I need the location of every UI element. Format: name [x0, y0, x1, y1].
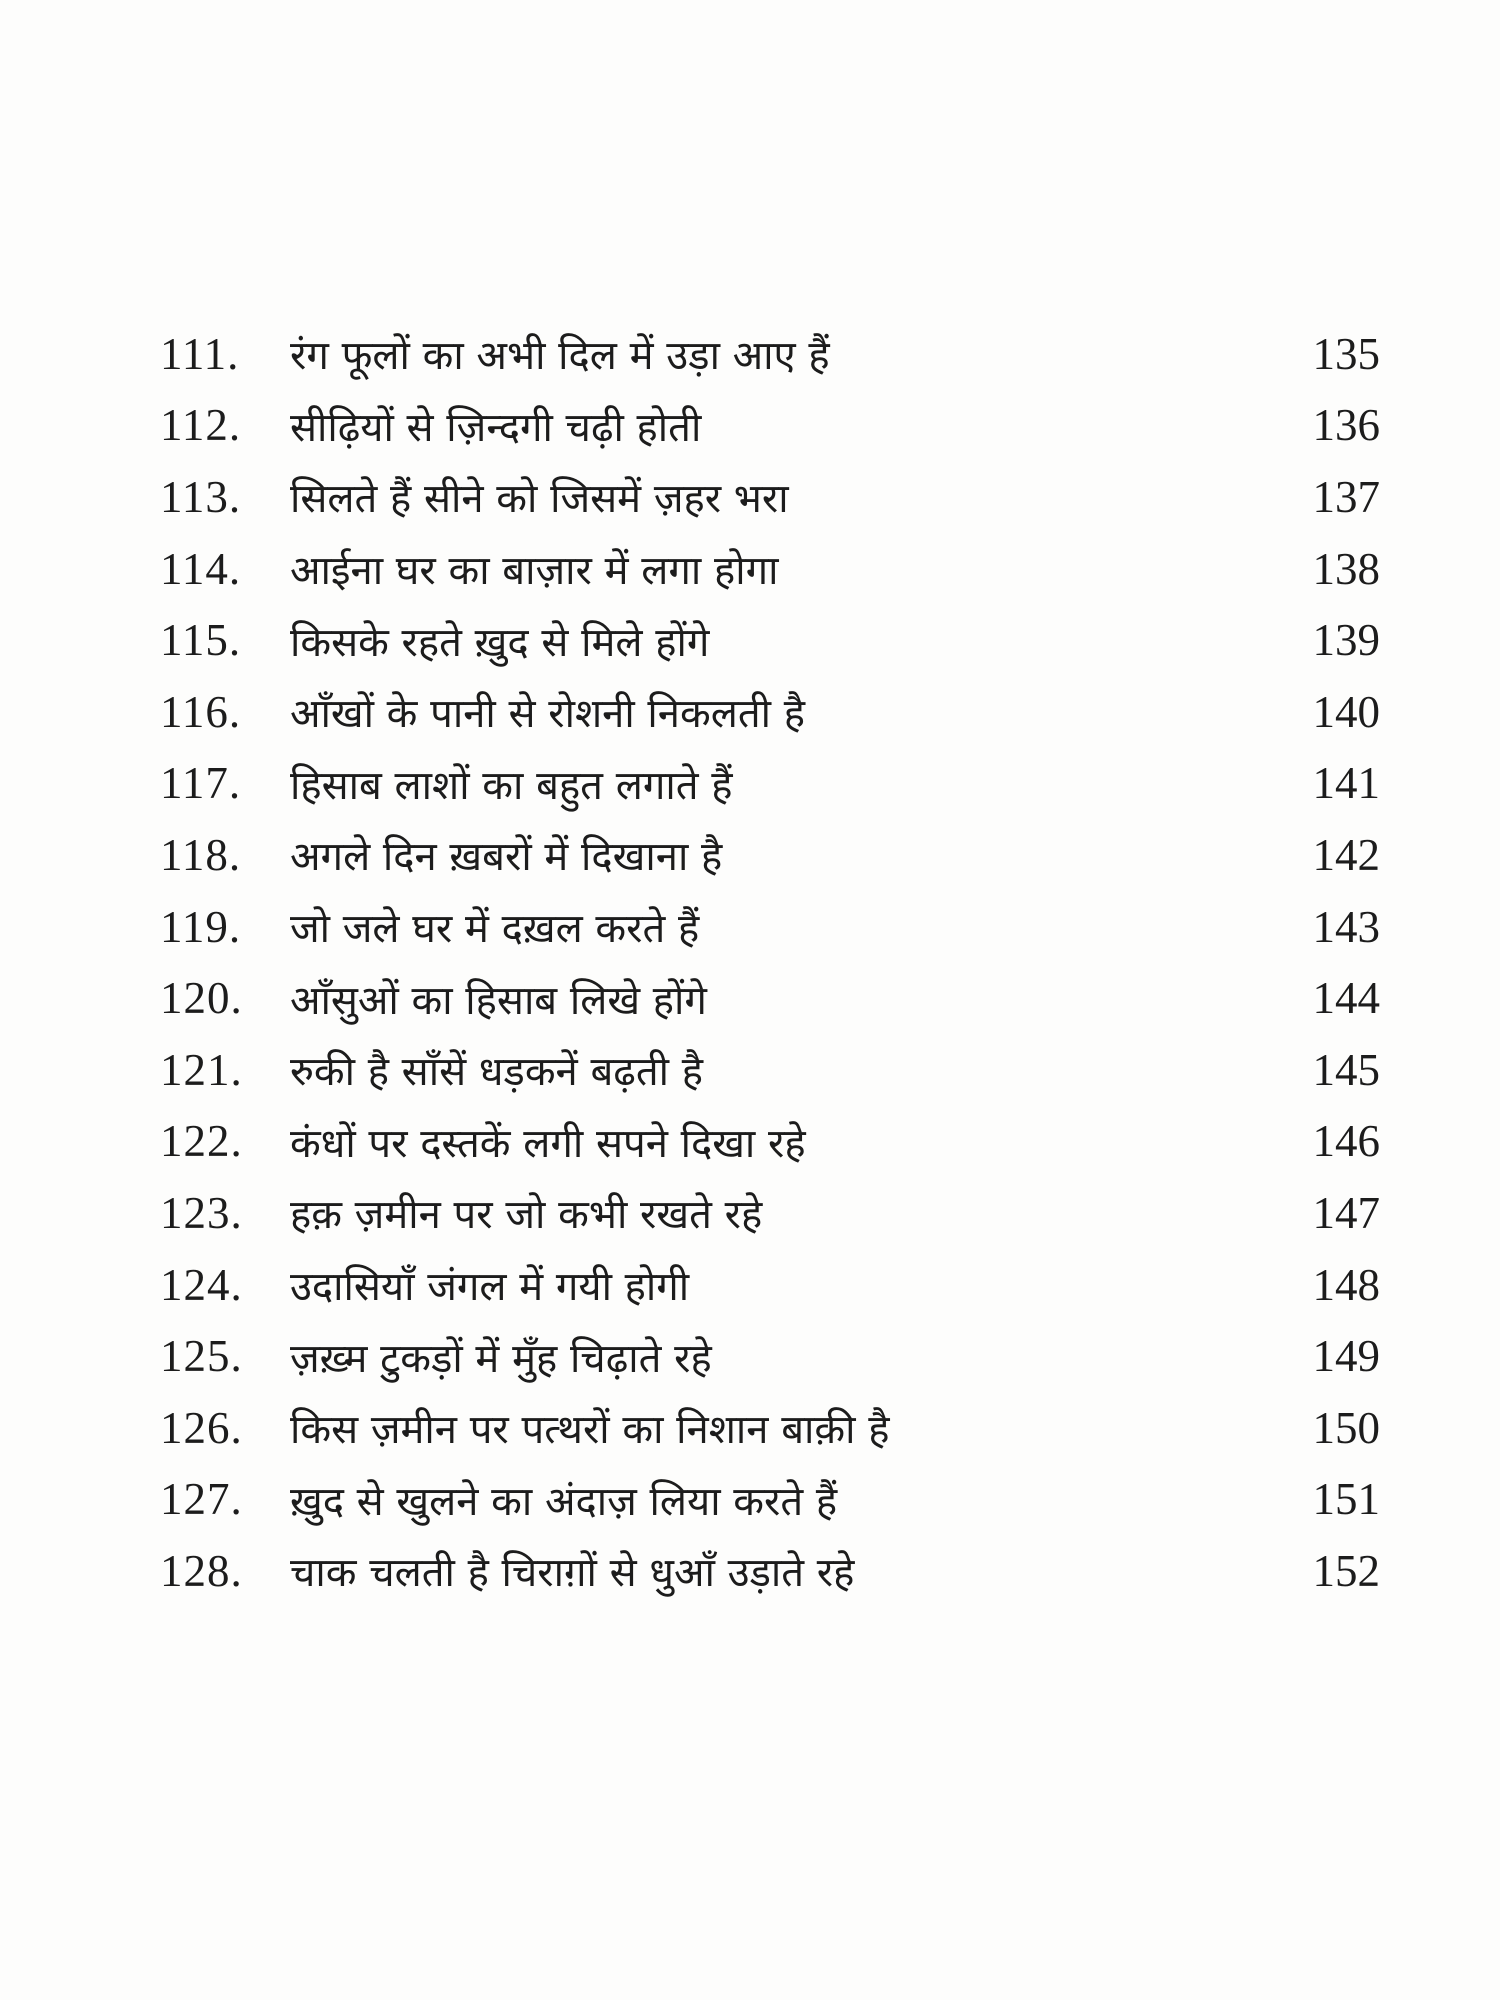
entry-title: आँखों के पानी से रोशनी निकलती है — [290, 691, 805, 738]
entry-number: 125. — [160, 1331, 243, 1382]
entry-title: हक़ ज़मीन पर जो कभी रखते रहे — [290, 1192, 763, 1239]
entry-page-number: 152 — [1312, 1545, 1380, 1596]
entry-page-number: 138 — [1312, 543, 1380, 594]
toc-entry — [160, 1106, 1380, 1178]
toc-entry — [160, 1034, 1380, 1106]
entry-page-number: 148 — [1312, 1259, 1380, 1310]
entry-number: 113. — [160, 471, 242, 522]
toc-entry — [160, 1249, 1380, 1321]
entry-page-number: 140 — [1312, 686, 1380, 737]
entry-number: 112. — [160, 400, 242, 451]
toc-entry — [160, 1320, 1380, 1392]
entry-title: रुकी है साँसें धड़कनें बढ़ती है — [290, 1049, 703, 1096]
entry-title: किस ज़मीन पर पत्थरों का निशान बाक़ी है — [290, 1407, 890, 1454]
entry-number: 119. — [160, 901, 242, 952]
entry-number: 128. — [160, 1545, 243, 1596]
entry-title: सिलते हैं सीने को जिसमें ज़हर भरा — [290, 476, 789, 523]
entry-page-number: 135 — [1312, 328, 1380, 379]
entry-number: 120. — [160, 973, 243, 1024]
entry-page-number: 143 — [1312, 901, 1380, 952]
entry-number: 117. — [160, 758, 242, 809]
entry-page-number: 136 — [1312, 400, 1380, 451]
toc-entry — [160, 390, 1380, 462]
entry-page-number: 144 — [1312, 973, 1380, 1024]
toc-entry — [160, 676, 1380, 748]
toc-entry — [160, 891, 1380, 963]
entry-title: जो जले घर में दख़ल करते हैं — [290, 906, 700, 953]
entry-page-number: 139 — [1312, 615, 1380, 666]
entry-number: 121. — [160, 1044, 243, 1095]
toc-entry — [160, 1464, 1380, 1536]
entry-page-number: 142 — [1312, 829, 1380, 880]
entry-number: 127. — [160, 1474, 243, 1525]
entry-page-number: 145 — [1312, 1044, 1380, 1095]
entry-number: 114. — [160, 543, 242, 594]
entry-title: अगले दिन ख़बरों में दिखाना है — [290, 834, 723, 881]
entry-page-number: 146 — [1312, 1116, 1380, 1167]
toc-entry — [160, 748, 1380, 820]
entry-number: 126. — [160, 1402, 243, 1453]
entry-title: आईना घर का बाज़ार में लगा होगा — [290, 548, 779, 595]
toc-entry — [160, 461, 1380, 533]
entry-page-number: 149 — [1312, 1331, 1380, 1382]
entry-page-number: 141 — [1312, 758, 1380, 809]
entry-title: रंग फूलों का अभी दिल में उड़ा आए हैं — [290, 333, 830, 380]
table-of-contents — [160, 318, 1380, 1607]
entry-number: 118. — [160, 829, 242, 880]
entry-page-number: 137 — [1312, 471, 1380, 522]
entry-page-number: 151 — [1312, 1474, 1380, 1525]
entry-title: चाक चलती है चिराग़ों से धुआँ उड़ाते रहे — [290, 1550, 855, 1597]
entry-title: कंधों पर दस्तकें लगी सपने दिखा रहे — [290, 1120, 806, 1167]
entry-number: 115. — [160, 615, 242, 666]
entry-title: ख़ुद से खुलने का अंदाज़ लिया करते हैं — [290, 1478, 838, 1525]
entry-title: ज़ख़्म टुकड़ों में मुँह चिढ़ाते रहे — [290, 1335, 712, 1382]
entry-title: उदासियाँ जंगल में गयी होगी — [290, 1264, 690, 1311]
toc-entry — [160, 604, 1380, 676]
toc-entry — [160, 318, 1380, 390]
entry-page-number: 147 — [1312, 1187, 1380, 1238]
toc-entry — [160, 1392, 1380, 1464]
entry-number: 124. — [160, 1259, 243, 1310]
toc-entry — [160, 1535, 1380, 1607]
entry-number: 123. — [160, 1187, 243, 1238]
entry-page-number: 150 — [1312, 1402, 1380, 1453]
toc-entry — [160, 1177, 1380, 1249]
toc-entry — [160, 533, 1380, 605]
entry-title: आँसुओं का हिसाब लिखे होंगे — [290, 977, 707, 1024]
toc-entry — [160, 819, 1380, 891]
entry-title: हिसाब लाशों का बहुत लगाते हैं — [290, 762, 733, 809]
entry-number: 116. — [160, 686, 242, 737]
entry-number: 122. — [160, 1116, 243, 1167]
entry-title: किसके रहते ख़ुद से मिले होंगे — [290, 619, 710, 666]
entry-title: सीढ़ियों से ज़िन्दगी चढ़ी होती — [290, 404, 702, 451]
entry-number: 111. — [160, 328, 240, 379]
toc-entry — [160, 962, 1380, 1034]
